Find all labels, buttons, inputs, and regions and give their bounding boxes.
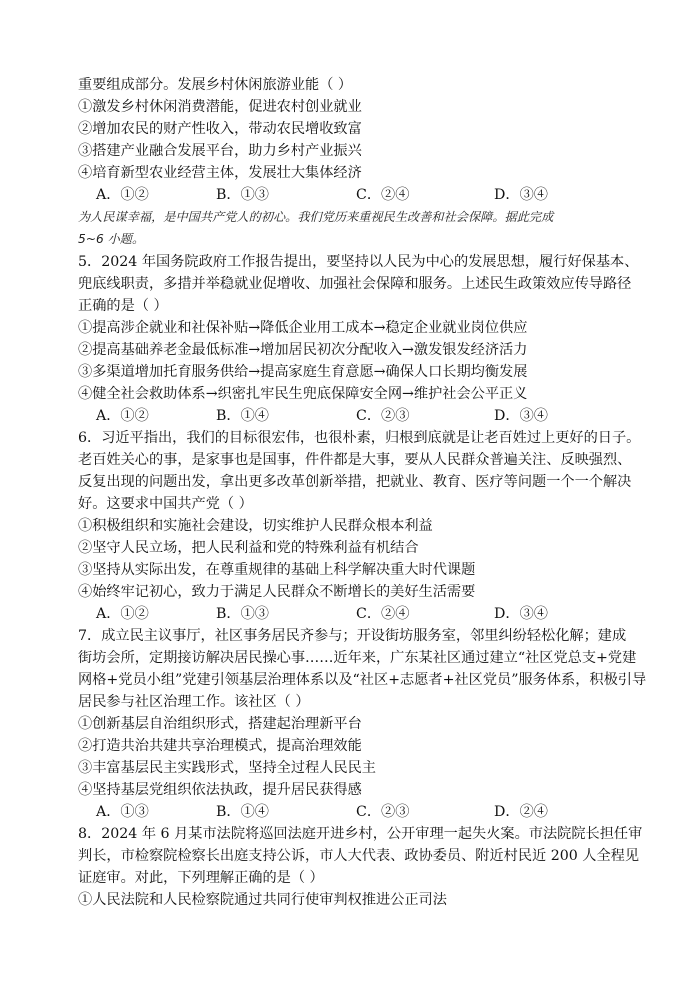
q4-option-d[interactable]: D．③④	[494, 187, 548, 203]
q5-stem-line-3: 正确的是（ ）	[78, 298, 168, 314]
q4-stem-tail: 重要组成部分。发展乡村休闲旅游业能（ ）	[78, 77, 353, 93]
q7-stem-line-1: 7．成立民主议事厅，社区事务居民齐参与；开设街坊服务室，邻里纠纷轻松化解；建成	[78, 628, 627, 644]
q4-options	[96, 184, 656, 206]
q5-stem-line-2: 兜底线职责，多措并举稳就业促增收、加强社会保障和服务。上述民生政策效应传导路径	[78, 276, 632, 292]
q4-option-b[interactable]: B．①③	[216, 187, 269, 203]
q5-statement-1: ①提高涉企就业和社保补贴→降低企业用工成本→稳定企业就业岗位供应	[78, 320, 528, 336]
q4-option-a[interactable]: A．①②	[96, 187, 149, 203]
q7-statement-3: ③丰富基层民主实践形式，坚持全过程人民民主	[78, 760, 376, 776]
q6-stem-line-3: 反复出现的问题出发，拿出更多改革创新举措，把就业、教育、医疗等问题一个一个解决	[78, 474, 632, 490]
section-intro-line-1: 为人民谋幸福，是中国共产党人的初心。我们党历来重视民生改善和社会保障。据此完成	[78, 210, 554, 224]
q6-statement-3: ③坚持从实际出发，在尊重规律的基础上科学解决重大时代课题	[78, 562, 476, 578]
q7-stem-line-3: 网格+党员小组”党建引领基层治理体系以及“社区+志愿者+社区党员”服务体系，积极引导	[78, 672, 647, 688]
q7-stem-line-4: 居民参与社区治理工作。该社区（ ）	[78, 694, 310, 710]
q4-statement-3: ③搭建产业融合发展平台，助力乡村产业振兴	[78, 143, 362, 159]
q6-statement-4: ④始终牢记初心，致力于满足人民群众不断增长的美好生活需要	[78, 584, 476, 600]
q4-statement-4: ④培育新型农业经营主体，发展壮大集体经济	[78, 165, 362, 181]
q7-stem-line-2: 街坊会所，定期接访解决居民操心事……近年来，广东某社区通过建立“社区党总支+党建	[78, 650, 637, 666]
q7-statement-1: ①创新基层自治组织形式，搭建起治理新平台	[78, 716, 362, 732]
q6-option-c[interactable]: C．②④	[356, 606, 410, 622]
q6-option-b[interactable]: B．①③	[216, 606, 269, 622]
q5-statement-3: ③多渠道增加托育服务供给→提高家庭生育意愿→确保人口长期均衡发展	[78, 364, 528, 380]
q7-option-c[interactable]: C．②③	[356, 804, 410, 820]
q8-statement-1: ①人民法院和人民检察院通过共同行使审判权推进公正司法	[78, 892, 447, 908]
q8-stem-line-3: 证庭审。对此，下列理解正确的是（ ）	[78, 870, 324, 886]
q5-statement-2: ②提高基础养老金最低标准→增加居民初次分配收入→激发银发经济活力	[78, 342, 528, 358]
q7-statement-2: ②打造共治共建共享治理模式，提高治理效能	[78, 738, 362, 754]
q4-option-c[interactable]: C．②④	[356, 187, 410, 203]
q5-stem-line-1: 5．2024 年国务院政府工作报告提出，要坚持以人民为中心的发展思想，履行好保基本、	[78, 254, 639, 270]
q8-stem-line-2: 判长，市检察院检察长出庭支持公诉，市人大代表、政协委员、附近村民近 200 人全程见	[78, 848, 640, 864]
q7-option-d[interactable]: D．②④	[494, 804, 548, 820]
q6-stem-line-1: 6．习近平指出，我们的目标很宏伟，也很朴素，归根到底就是让老百姓过上更好的日子。	[78, 430, 641, 446]
q6-option-a[interactable]: A．①②	[96, 606, 149, 622]
q4-statement-2: ②增加农民的财产性收入，带动农民增收致富	[78, 121, 362, 137]
q6-option-d[interactable]: D．③④	[494, 606, 548, 622]
section-intro-line-2: 5~6 小题。	[78, 232, 145, 246]
q6-stem-line-2: 老百姓关心的事，是家事也是国事，件件都是大事，要从人民群众普遍关注、反映强烈、	[78, 452, 632, 468]
q6-options	[96, 603, 656, 625]
q7-statement-4: ④坚持基层党组织依法执政，提升居民获得感	[78, 782, 362, 798]
q7-option-a[interactable]: A．①③	[96, 804, 149, 820]
q8-stem-line-1: 8．2024 年 6 月某市法院将巡回法庭开进乡村，公开审理一起失火案。市法院院长担任审	[78, 826, 643, 842]
q7-options	[96, 801, 656, 823]
q5-option-c[interactable]: C．②③	[356, 408, 410, 424]
q5-statement-4: ④健全社会救助体系→织密扎牢民生兜底保障安全网→维护社会公平正义	[78, 386, 528, 402]
q5-option-a[interactable]: A．①②	[96, 408, 149, 424]
q6-stem-line-4: 好。这要求中国共产党（ ）	[78, 496, 253, 512]
q5-option-d[interactable]: D．③④	[494, 408, 548, 424]
q4-statement-1: ①激发乡村休闲消费潜能，促进农村创业就业	[78, 99, 362, 115]
q7-option-b[interactable]: B．①④	[216, 804, 269, 820]
q5-option-b[interactable]: B．①④	[216, 408, 269, 424]
q6-statement-2: ②坚守人民立场，把人民利益和党的特殊利益有机结合	[78, 540, 419, 556]
q5-options	[96, 405, 656, 427]
q6-statement-1: ①积极组织和实施社会建设，切实维护人民群众根本利益	[78, 518, 433, 534]
